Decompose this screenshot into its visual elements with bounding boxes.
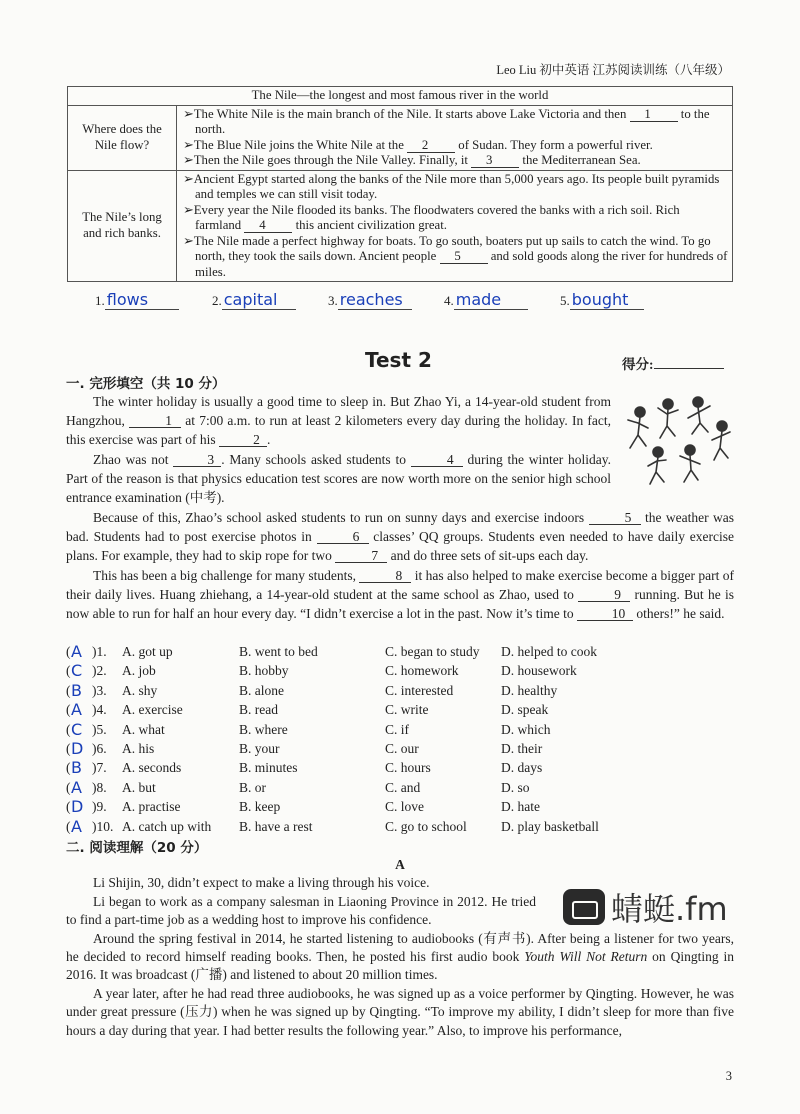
bullet-item: ➢The White Nile is the main branch of the Nile. It starts above Lake Victoria and then 1 to the north. [183,106,710,136]
choice-row: ( A )10. A. catch up with B. have a rest C. go to school D. play basketball [66,816,599,836]
bullet-item: ➢The Nile made a perfect highway for boats. To go south, boaters put up sails to catch the wind. To go north, they took the sails down. Ancient people 5 and sold goods along the river for hundreds of miles. [183,233,728,279]
nile-table [67,86,733,282]
blank-2: 2 [407,139,455,153]
section-reading-heading: 二. 阅读理解（20 分） [66,840,208,856]
cloze-choices [66,642,726,836]
section-cloze-heading: 一. 完形填空（共 10 分） [66,376,226,392]
answer-item: 3. reaches [328,290,412,310]
qingting-logo: 蜻蜓.fm [563,884,728,930]
choice-row: ( A )1. A. got up B. went to bed C. began to study D. helped to cook [66,642,597,661]
cloze-passage [66,392,611,507]
radio-icon [563,889,605,925]
running-kids-illustration [620,390,735,490]
page-header: Leo Liu 初中英语 江苏阅读训练（八年级） [496,63,730,77]
cloze-passage-cont [66,508,734,623]
answer-item: 1. flows [95,290,179,310]
choice-row: ( D )9. A. practise B. keep C. love D. hate [66,797,540,817]
table-title: The Nile—the longest and most famous river in the world [68,87,733,106]
answer-item: 2. capital [212,290,296,310]
passage-heading: A [395,857,405,872]
score-field: 得分: [622,353,724,373]
row-label: The Nile’s long and rich banks. [68,170,177,282]
page-number: 3 [725,1069,732,1083]
paragraph: Around the spring festival in 2014, he started listening to audiobooks (有声书). After being a listener for two years, he decided to record himself reading books. Then, he posted his first audio book Youth Will Not Return on Qingting in 2016. It was broadcast (广播) and listened to about 20 million times. [66,930,734,983]
blank-1: 1 [630,108,678,122]
blank-5: 5 [440,250,488,264]
paragraph: A year later, after he had read three audiobooks, he was signed up as a voice performer by Qingting. However, he was under great pressure (压力) when he was signed up by Qingting. “To improve my ability, I didn’t sleep for more than five hours a day during that year. I had better results the following year.” Also, to improve his performance, [66,985,734,1038]
paragraph: Li Shijin, 30, didn’t expect to make a living through his voice. [93,875,430,891]
paragraph: The winter holiday is usually a good time to sleep in. But Zhao Yi, a 14-year-old student from Hangzhou, 1 at 7:00 a.m. to run at least 2 kilometers every day during the holiday. In fact, this exercise was part of his 2 . [66,394,611,448]
bullet-item: ➢Then the Nile goes through the Nile Valley. Finally, it 3 the Mediterranean Sea. [183,153,641,167]
choice-row: ( A )8. A. but B. or C. and D. so [66,777,530,797]
choice-row: ( C )2. A. job B. hobby C. homework D. housework [66,661,577,681]
row-content [177,105,733,170]
bullet-item: ➢Ancient Egypt started along the banks of the Nile more than 5,000 years ago. Its people built pyramids and temples we can still visit today. [183,171,720,201]
answer-item: 5. bought [560,290,644,310]
row-label: Where does the Nile flow? [68,105,177,170]
choice-row: ( B )3. A. shy B. alone C. interested D. healthy [66,680,558,700]
choice-row: ( A )4. A. exercise B. read C. write D. speak [66,700,549,720]
bullet-item: ➢Every year the Nile flooded its banks. The floodwaters covered the banks with a rich soil. Rich farmland 4 this ancient civilization great. [183,202,680,232]
blank-4: 4 [244,219,292,233]
paragraph: Because of this, Zhao’s school asked students to run on sunny days and exercise indoors 5 the weather was bad. Students had to post exercise photos in 6 classes’ QQ groups. Students even needed to have daily exercise plans. For example, they had to skip rope for two 7 and do three sets of sit-ups each day. [66,510,735,564]
choice-row: ( D )6. A. his B. your C. our D. their [66,738,543,758]
answer-item: 4. made [444,290,528,310]
paragraph: Zhao was not 3 . Many schools asked students to 4 during the winter holiday. Part of the reason is that physics education test scores are now worth more on the senior high school entrance examination (中考). [66,451,611,506]
bullet-item: ➢The Blue Nile joins the White Nile at the 2 of Sudan. They form a powerful river. [183,137,653,152]
blank-3: 3 [471,154,519,168]
row-content [177,170,733,282]
paragraph: Li began to work as a company salesman in Liaoning Province in 2012. He tried to find a part-time job as a wedding host to improve his confidence. [66,893,536,928]
test-title: Test 2 [365,348,432,372]
paragraph: This has been a big challenge for many students, 8 it has also helped to make exercise become a bigger part of their daily lives. Huang zhiehang, a 14-year-old student at the same school as Zhao, used to 9 running. But he is now able to run for half an hour every day. “I didn’t exercise a lot in the past. Now it’s time to 10 others!” he said. [66,567,734,622]
choice-row: ( B )7. A. seconds B. minutes C. hours D. days [66,758,543,778]
choice-row: ( C )5. A. what B. where C. if D. which [66,719,551,739]
